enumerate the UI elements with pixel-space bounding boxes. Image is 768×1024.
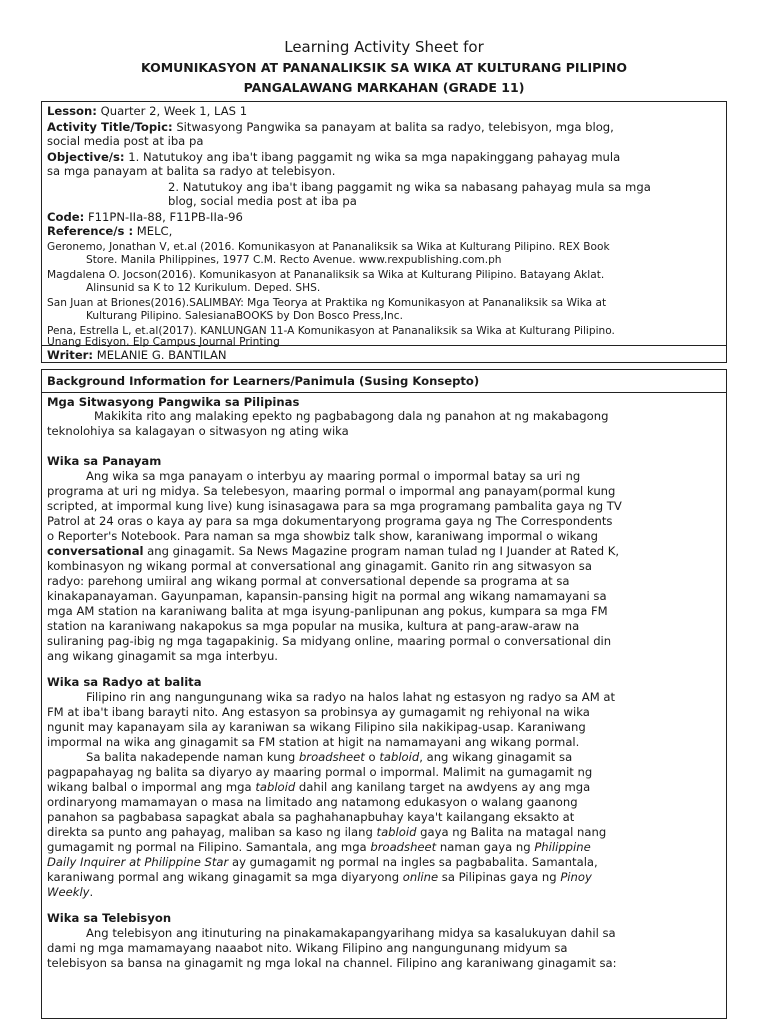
term-tabloid: tabloid	[379, 750, 420, 764]
lesson-row	[47, 104, 721, 118]
reference-row	[47, 224, 721, 238]
objective-2: 2. Natutukoy ang iba't ibang paggamit ng wika sa nabasang pahayag mula sa mga	[168, 180, 651, 194]
paragraph-line: Ang telebisyon ang itinuturing na pinakamakapangyarihang midya sa kasalukuyan dahil sa	[86, 926, 616, 940]
paragraph-text: wikang balbal o impormal ang mga	[47, 780, 256, 794]
paragraph-line: Filipino rin ang nangungunang wika sa radyo na halos lahat ng estasyon ng radyo sa AM at	[86, 690, 616, 704]
reference-3: San Juan at Briones(2016).SALIMBAY: Mga Teorya at Praktika ng Komunikasyon at Pananaliksik sa Wika at	[47, 297, 607, 309]
term-conversational: conversational	[47, 544, 144, 558]
writer-label: Writer:	[47, 348, 94, 362]
reference-2: Magdalena O. Jocson(2016). Komunikasyon at Pananaliksik sa Wika at Kulturang Pilipino. Batayang Aklat.	[47, 269, 605, 281]
writer-row	[42, 345, 726, 364]
background-heading: Background Information for Learners/Panimula (Susing Konsepto)	[47, 374, 480, 388]
paragraph-line: Ang wika sa mga panayam o interbyu ay maaring pormal o impormal batay sa uri ng	[86, 469, 581, 483]
paragraph-line	[47, 840, 721, 854]
paragraph-line: ang wikang ginagamit sa mga interbyu.	[47, 649, 278, 663]
document-title: Learning Activity Sheet for	[284, 38, 484, 56]
term-philippine: Philippine	[534, 840, 591, 854]
section-title-sitwasyong-pangwika: Mga Sitwasyong Pangwika sa Pilipinas	[47, 395, 300, 409]
reference-4: Pena, Estrella L, et.al(2017). KANLUNGAN 11-A Komunikasyon at Pananaliksik sa Wika at Kulturang Pilipino.	[47, 325, 615, 337]
paragraph-line: station na karaniwang nakapokus sa mga popular na musika, kultura at pang-araw-araw na	[47, 619, 580, 633]
paragraph-line	[47, 855, 721, 869]
section-title-wika-sa-panayam: Wika sa Panayam	[47, 454, 162, 468]
paragraph-line: radyo: parehong umiiral ang wikang pormal at conversational depende sa programa at sa	[47, 574, 570, 588]
paragraph-line: ngunit may kapanayam sila ay karaniwan sa wikang Filipino sila nakikipag-usap. Karaniwang	[47, 720, 586, 734]
reference-4-cont: Unang Edisyon. Elp Campus Journal Printing	[47, 336, 280, 348]
lesson-value: Quarter 2, Week 1, LAS 1	[96, 104, 248, 118]
paragraph-line	[47, 825, 721, 839]
paragraph-line: teknolohiya sa kalagayan o sitwasyon ng ating wika	[47, 424, 349, 438]
writer-value: MELANIE G. BANTILAN	[93, 348, 227, 362]
activity-label: Activity Title/Topic:	[47, 120, 173, 134]
paragraph-line: telebisyon sa bansa na ginagamit ng mga lokal na channel. Filipino ang karaniwang ginagamit sa:	[47, 956, 617, 970]
paragraph-line: programa at uri ng midya. Sa telebesyon, maaring pormal o impormal ang panayam(pormal kung	[47, 484, 616, 498]
paragraph-line: kinakapanayaman. Gayunpaman, kapansin-pansing higit na pormal ang wikang namamayani sa	[47, 589, 607, 603]
paragraph-text: , ang wikang ginagamit sa	[419, 750, 573, 764]
term-tabloid: tabloid	[255, 780, 296, 794]
paragraph-line: ordinaryong mamamayan o masa na limitado ang natamong edukasyon o walang gaanong	[47, 795, 578, 809]
section-title-wika-sa-radyo: Wika sa Radyo at balita	[47, 675, 202, 689]
paragraph-text: o	[364, 750, 380, 764]
paragraph-text: ay gumagamit ng pormal na ingles sa pagbabalita. Samantala,	[228, 855, 598, 869]
paragraph-line: suliraning pag-ibig ng mga tagapakinig. Sa midyang online, maaring pormal o conversational din	[47, 634, 612, 648]
reference-1-cont: Store. Manila Philippines, 1977 C.M. Recto Avenue. www.rexpublishing.com.ph	[86, 254, 502, 266]
paragraph-text: direkta sa punto ang pahayag, maliban sa kaso ng ilang	[47, 825, 377, 839]
code-value: F11PN-IIa-88, F11PB-IIa-96	[84, 210, 243, 224]
code-label: Code:	[47, 210, 85, 224]
paragraph-text: dahil ang kanilang target na awdyens ay ang mga	[295, 780, 591, 794]
reference-label: Reference/s :	[47, 224, 134, 238]
reference-3-cont: Kulturang Pilipino. SalesianaBOOKS by Don Bosco Press,Inc.	[86, 310, 403, 322]
paragraph-text: gaya ng Balita na matagal nang	[416, 825, 607, 839]
objective-2-cont: blog, social media post at iba pa	[168, 194, 357, 208]
paragraph-line: pagpapahayag ng balita sa diyaryo ay maaring pormal o impormal. Malimit na gumagamit ng	[47, 765, 593, 779]
activity-value-cont: social media post at iba pa	[47, 134, 204, 148]
paragraph-line: o Reporter's Notebook. Para naman sa mga showbiz talk show, karaniwang impormal o wikang	[47, 529, 598, 543]
paragraph-text: naman gaya ng	[436, 840, 535, 854]
section-title-wika-sa-telebisyon: Wika sa Telebisyon	[47, 911, 172, 925]
paragraph-line: Patrol at 24 oras o kaya ay para sa mga dokumentaryong programa gaya ng The Correspondents	[47, 514, 613, 528]
term-pinoy: Pinoy	[560, 870, 592, 884]
paragraph-line	[47, 780, 721, 794]
paragraph-line	[86, 750, 721, 764]
code-row	[47, 210, 721, 224]
writer-line	[47, 348, 721, 362]
paragraph-line: impormal na wika ang ginagamit sa FM station at higit na namamayani ang wikang pormal.	[47, 735, 580, 749]
reference-2-cont: Alinsunid sa K to 12 Kurikulum. Deped. SHS.	[86, 282, 321, 294]
background-info-box	[41, 369, 727, 1019]
paragraph-line: kombinasyon ng wikang pormal at conversational ang ginagamit. Ganito rin ang sitwasyon sa	[47, 559, 592, 573]
term-weekly: Weekly	[47, 885, 90, 899]
paragraph-line: panahon sa pagbabasa sapagkat abala sa paghahanapbuhay kaya't kailangang eksakto at	[47, 810, 575, 824]
activity-value: Sitwasyong Pangwika sa panayam at balita sa radyo, telebisyon, mga blog,	[172, 120, 614, 134]
term-online: online	[402, 870, 439, 884]
document-subtitle: KOMUNIKASYON AT PANANALIKSIK SA WIKA AT KULTURANG PILIPINO	[140, 60, 628, 75]
paragraph-text: sa Pilipinas gaya ng	[438, 870, 561, 884]
paragraph-line: dami ng mga mamamayang naaabot nito. Wikang Filipino ang nangungunang midyum sa	[47, 941, 568, 955]
lesson-label: Lesson:	[47, 104, 97, 118]
reference-1: Geronemo, Jonathan V, et.al (2016. Komunikasyon at Pananaliksik sa Wika at Kulturang Pilipino. REX Book	[47, 241, 610, 253]
paragraph-text: gumagamit ng pormal na Filipino. Samantala, ang mga	[47, 840, 371, 854]
objective-row	[47, 150, 721, 164]
term-tabloid: tabloid	[376, 825, 417, 839]
paragraph-text: Sa balita nakadepende naman kung	[86, 750, 299, 764]
term-broadsheet: broadsheet	[298, 750, 365, 764]
objective-1-cont: sa mga panayam at balita sa radyo at telebisyon.	[47, 164, 336, 178]
paragraph-text: ang ginagamit. Sa News Magazine program naman tulad ng I Juander at Rated K,	[143, 544, 620, 558]
paragraph-text: .	[89, 885, 94, 899]
activity-row	[47, 120, 721, 134]
paragraph-line: Makikita rito ang malaking epekto ng pagbabagong dala ng panahon at ng makabagong	[94, 409, 609, 423]
paragraph-line	[47, 544, 721, 558]
document-quarter-grade: PANGALAWANG MARKAHAN (GRADE 11)	[243, 80, 525, 95]
objective-label: Objective/s:	[47, 150, 125, 164]
term-newspapers: Daily Inquirer at Philippine Star	[47, 855, 229, 869]
term-broadsheet: broadsheet	[370, 840, 437, 854]
paragraph-line: scripted, at impormal kung live) kung isinasagawa para sa mga programang pambalita gaya ng TV	[47, 499, 622, 513]
paragraph-text: karaniwang pormal ang wikang ginagamit sa mga diyaryong	[47, 870, 403, 884]
background-heading-row	[42, 370, 726, 393]
paragraph-line	[47, 885, 721, 899]
paragraph-line	[47, 870, 721, 884]
reference-value: MELC,	[133, 224, 173, 238]
lesson-info-box	[41, 101, 727, 363]
paragraph-line: mga AM station na karaniwang balita at mga isyung-panlipunan ang pokus, kumpara sa mga FM	[47, 604, 608, 618]
paragraph-line: FM at iba't ibang barayti nito. Ang estasyon sa probinsya ay gumagamit ng rehiyonal na wika	[47, 705, 590, 719]
objective-1: 1. Natutukoy ang iba't ibang paggamit ng wika sa mga napakinggang pahayag mula	[124, 150, 621, 164]
